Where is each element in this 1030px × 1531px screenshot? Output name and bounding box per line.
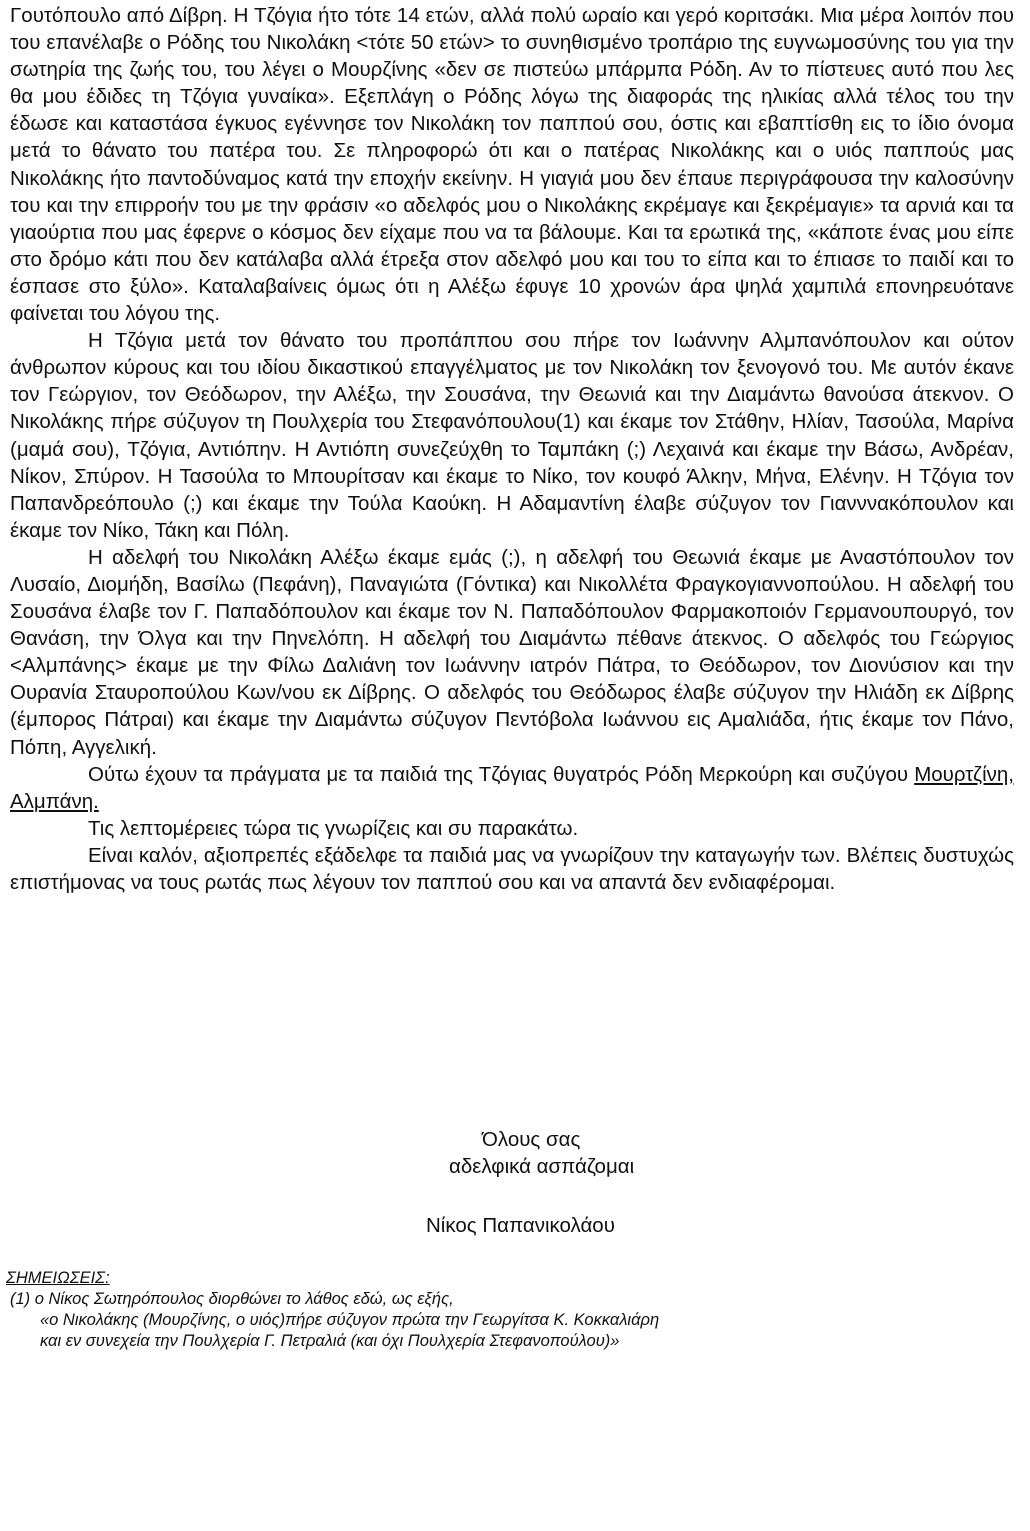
signature-name: Νίκος Παπανικολάου [426, 1214, 615, 1237]
paragraph-4 [10, 761, 1014, 815]
underlined-surnames: Μουρτζίνη, Αλμπάνη. [10, 762, 1014, 813]
paragraph-6: Είναι καλόν, αξιοπρεπές εξάδελφε τα παιδιά μας να γνωρίζουν την καταγωγήν των. Βλέπεις δυστυχώς επιστήμονας να τους ρωτάς πως λέγουν τον παππού σου και να απαντά δεν ενδιαφέρομαι. [10, 843, 1014, 894]
paragraph-1: Γουτόπουλο από Δίβρη. Η Τζόγια ήτο τότε 14 ετών, αλλά πολύ ωραίο και γερό κοριτσάκι. Μια μέρα λοιπόν που του επανέλαβε ο Ρόδης του Νικολάκη <τότε 50 ετών> το συνηθισμένο τροπάριο της ευγνωμοσύνης του για την σωτηρία της ζωής του, του λέγει ο Μουρζίνης «δεν σε πιστεύω μπάρμπα Ρόδη. Αν το πίστευες αυτό που λες θα μου έδιδες τη Τζόγια γυναίκα». Εξεπλάγη ο Ρόδης λόγω της διαφοράς της ηλικίας αλλά τέλος του την έδωσε και καταστάσα έγκυος εγέννησε τον Νικολάκη τον παππού σου, όστις και εβαπτίσθη εις το ίδιο όνομα μετά το θάνατο του πατέρα του. Σε πληροφορώ ότι και ο πατέρας Νικολάκης και ο υιός παππούς μας Νικολάκης ήτο παντοδύναμος κατά την εποχήν εκείνην. Η γιαγιά μου δεν έπαυε περιγράφουσα την καλοσύνην του και την επιρροήν του με την φράσιν «ο αδελφός μου ο Νικολάκης εκρέμαγε και ξεκρέμαγιε» τα αρνιά και τα γιαούρτια που μας έφερνε ο κόσμος δεν είχαμε που να τα βάλουμε. Και τα ερωτικά της, «κάποτε ένας μου είπε στο δρόμο κάτι που δεν κατάλαβα αλλά έτρεξα στον αδελφό μου και του το είπα και το έπιασε το παιδί και το έσπασε στο ξύλο». Καταλαβαίνεις όμως ότι η Αλέξω έφυγε 10 χρονών άρα ψηλά χαμπιλά επονηρευότανε φαίνεται του λόγου της. [10, 4, 1014, 326]
note-line-2: «ο Νικολάκης (Μουρζίνης, ο υιός)πήρε σύζυγον πρώτα την Γεωργίτσα Κ. Κοκκαλιάρη [40, 1311, 660, 1329]
notes-heading: ΣΗΜΕΙΩΣΕΙΣ: [6, 1269, 110, 1287]
note-line-3: και εν συνεχεία την Πουλχερία Γ. Πετραλιά (και όχι Πουλχερία Στεφανοπούλου)» [40, 1332, 620, 1350]
letter-body [10, 2, 1014, 896]
notes-section [6, 1268, 1006, 1352]
closing-greeting: Όλους σας [482, 1128, 581, 1151]
paragraph-4-text: Ούτω έχουν τα πράγματα με τα παιδιά της Τζόγιας θυγατρός Ρόδη Μερκούρη και συζύγου [88, 762, 915, 786]
note-line-1: (1) ο Νίκος Σωτηρόπουλος διορθώνει το λάθος εδώ, ως εξής, [10, 1290, 454, 1308]
paragraph-5: Τις λεπτομέρειες τώρα τις γνωρίζεις και συ παρακάτω. [88, 816, 579, 840]
closing-salutation: αδελφικά ασπάζομαι [449, 1155, 635, 1178]
closing-block [0, 1126, 1030, 1239]
paragraph-3: Η αδελφή του Νικολάκη Αλέξω έκαμε εμάς (;), η αδελφή του Θεωνιά έκαμε με Αναστόπουλον τον Λυσαίο, Διομήδη, Βασίλω (Πεφάνη), Παναγιώτα (Γόντικα) και Νικολλέτα Φραγκογιαννοπούλου. Η αδελφή του Σουσάνα έλαβε τον Γ. Παπαδόπουλον και έκαμε τον Ν. Παπαδόπουλον Φαρμακοποιόν Γερμανουπουργό, τον Θανάση, την Όλγα και την Πηνελόπη. Η αδελφή του Διαμάντω πέθανε άτεκνος. Ο αδελφός του Γεώργιος <Αλμπάνης> έκαμε με την Φίλω Δαλιάνη τον Ιωάννην ιατρόν Πάτρα, το Θεόδωρον, τον Διονύσιον και την Ουρανία Σταυροπούλου Κων/νου εκ Δίβρης. Ο αδελφός του Θεόδωρος έλαβε σύζυγον την Ηλιάδη εκ Δίβρης (έμπορος Πάτραι) και έκαμε την Διαμάντω σύζυγον Πεντόβολα Ιωάννου εις Αμαλιάδα, ήτις έκαμε τον Πάνο, Πόπη, Αγγελική. [10, 545, 1014, 759]
paragraph-2: Η Τζόγια μετά τον θάνατο του προπάππου σου πήρε τον Ιωάννην Αλμπανόπουλον και ούτον άνθρωπον κύρους και του ιδίου δικαστικού επαγγέλματος με τον Νικολάκη τον ξενογονό του. Με αυτόν έκανε τον Γεώργιον, τον Θεόδωρον, την Αλέξω, την Σουσάνα, την Θεωνιά και την Διαμάντω θανούσα άτεκνον. Ο Νικολάκης πήρε σύζυγον τη Πουλχερία του Στεφανόπουλου(1) και έκαμε τον Στάθην, Ηλίαν, Τασούλα, Μαρίνα (μαμά σου), Τζόγια, Αντιόπην. Η Αντιόπη συνεζεύχθη το Ταμπάκη (;) Λεχαινά και έκαμε την Βάσω, Ανδρέαν, Νίκον, Σπύρον. Η Τασούλα το Μπουρίτσαν και έκαμε το Νίκο, τον κουφό Άλκην, Μήνα, Ελένην. Η Τζόγια τον Παπανδρεόπουλο (;) και έκαμε την Τούλα Καούκη. Η Αδαμαντίνη έλαβε σύζυγον τον Γιανννακόπουλον και έκαμε τον Νίκο, Τάκη και Πόλη. [10, 329, 1014, 542]
